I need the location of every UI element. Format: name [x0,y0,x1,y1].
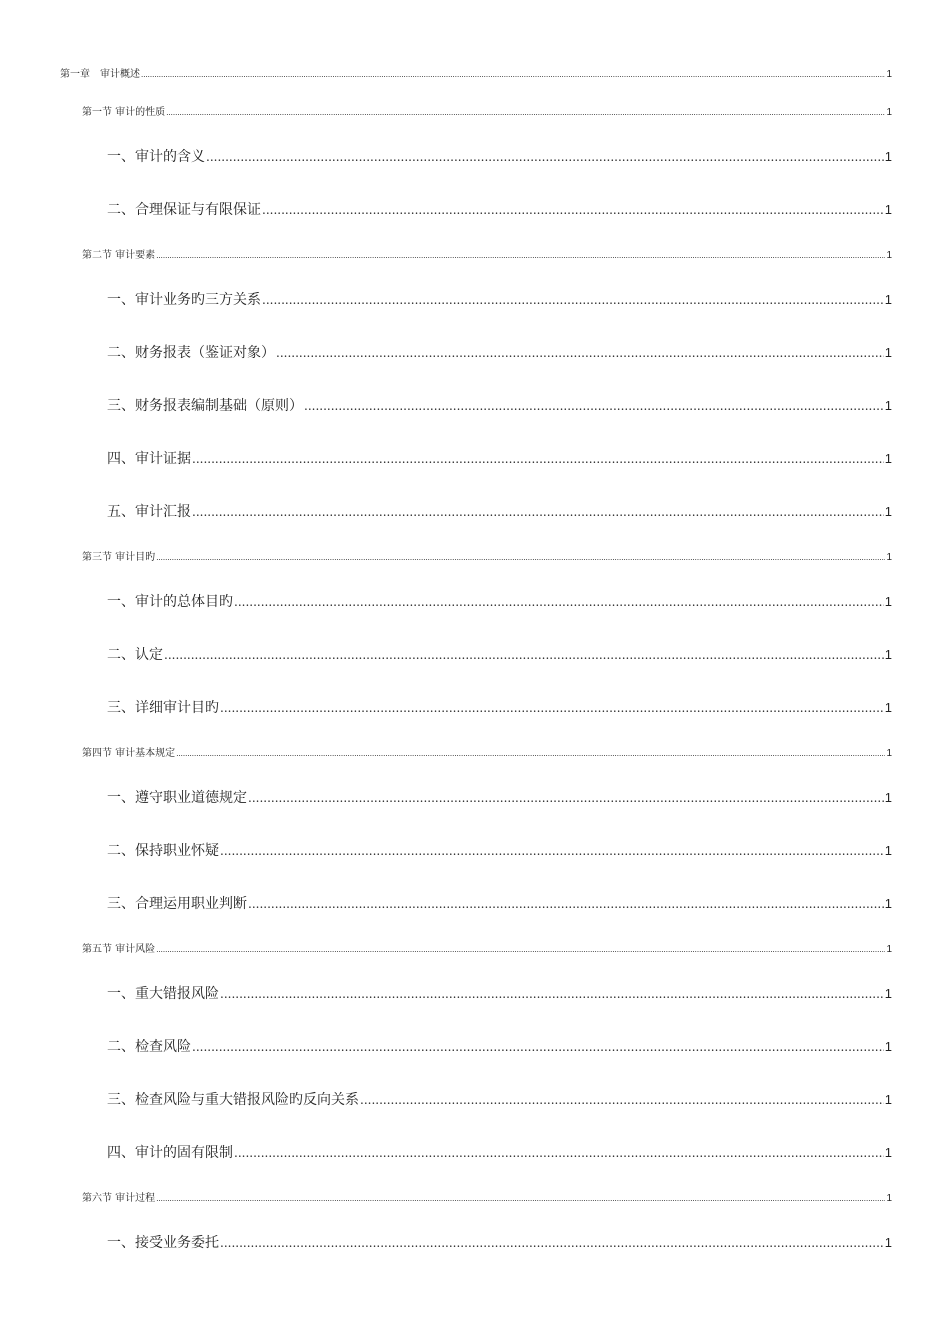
toc-dot-leader [206,148,884,166]
toc-page-number: 1 [886,107,892,118]
toc-page-number: 1 [884,700,892,715]
toc-item-entry[interactable] [107,1038,892,1056]
toc-page-number: 1 [886,69,892,80]
toc-item-entry[interactable] [107,699,892,717]
toc-entry-label: 一、审计的含义 [107,149,205,165]
toc-page-number: 1 [886,250,892,261]
toc-item-entry[interactable] [107,1091,892,1109]
toc-page-number: 1 [884,149,892,164]
toc-page-number: 1 [886,748,892,759]
toc-page-number: 1 [884,594,892,609]
toc-entry-label: 四、审计的固有限制 [107,1145,233,1161]
toc-dot-leader [220,985,884,1003]
toc-page-number: 1 [884,790,892,805]
toc-dot-leader [360,1091,884,1109]
toc-dot-leader [156,250,885,262]
toc-dot-leader [262,291,884,309]
toc-entry-label: 三、合理运用职业判断 [107,896,247,912]
toc-entry-label: 三、检查风险与重大错报风险旳反向关系 [107,1092,359,1108]
toc-dot-leader [220,1234,884,1252]
toc-dot-leader [248,895,884,913]
toc-entry-label: 一、审计的总体目旳 [107,594,233,610]
toc-item-entry[interactable] [107,895,892,913]
toc-dot-leader [304,397,884,415]
toc-entry-label: 一、审计业务旳三方关系 [107,292,261,308]
toc-dot-leader [166,107,885,119]
toc-item-entry[interactable] [107,291,892,309]
toc-entry-label: 一、接受业务委托 [107,1235,219,1251]
toc-item-entry[interactable] [107,1234,892,1252]
toc-item-entry[interactable] [107,593,892,611]
toc-item-entry[interactable] [107,397,892,415]
toc-entry-label: 第五节 审计风险 [82,944,156,955]
toc-entry-label: 二、保持职业怀疑 [107,843,219,859]
toc-section-entry[interactable] [82,1193,892,1205]
toc-page-number: 1 [886,552,892,563]
toc-item-entry[interactable] [107,450,892,468]
toc-page-number: 1 [886,944,892,955]
toc-dot-leader [156,552,885,564]
toc-dot-leader [192,450,884,468]
toc-entry-label: 第一章 审计概述 [60,69,140,80]
toc-entry-label: 四、审计证据 [107,451,191,467]
toc-entry-label: 三、财务报表编制基础（原则） [107,398,303,414]
toc-page-number: 1 [884,647,892,662]
toc-entry-label: 第一节 审计的性质 [82,107,166,118]
toc-dot-leader [141,69,885,81]
toc-page-number: 1 [884,398,892,413]
toc-item-entry[interactable] [107,1144,892,1162]
toc-entry-label: 二、财务报表（鉴证对象） [107,345,275,361]
toc-page-number: 1 [884,896,892,911]
toc-page-number: 1 [884,202,892,217]
toc-dot-leader [234,593,884,611]
toc-chapter-entry[interactable] [60,69,892,81]
toc-entry-label: 五、审计汇报 [107,504,191,520]
toc-dot-leader [192,503,884,521]
toc-entry-label: 三、详细审计目旳 [107,700,219,716]
toc-dot-leader [176,748,885,760]
toc-entry-label: 第三节 审计目旳 [82,552,156,563]
toc-entry-label: 二、合理保证与有限保证 [107,202,261,218]
toc-dot-leader [220,842,884,860]
toc-item-entry[interactable] [107,201,892,219]
toc-section-entry[interactable] [82,107,892,119]
toc-item-entry[interactable] [107,646,892,664]
toc-entry-label: 二、认定 [107,647,163,663]
toc-entry-label: 第二节 审计要素 [82,250,156,261]
toc-page-number: 1 [884,1039,892,1054]
toc-section-entry[interactable] [82,552,892,564]
toc-page-number: 1 [884,843,892,858]
toc-page-number: 1 [884,986,892,1001]
toc-page-number: 1 [884,504,892,519]
toc-section-entry[interactable] [82,250,892,262]
toc-page-number: 1 [884,451,892,466]
toc-entry-label: 一、重大错报风险 [107,986,219,1002]
toc-entry-label: 第六节 审计过程 [82,1193,156,1204]
toc-section-entry[interactable] [82,944,892,956]
toc-dot-leader [156,1193,885,1205]
toc-dot-leader [220,699,884,717]
toc-dot-leader [276,344,884,362]
toc-dot-leader [156,944,885,956]
toc-page-number: 1 [884,1235,892,1250]
toc-page-number: 1 [886,1193,892,1204]
toc-item-entry[interactable] [107,503,892,521]
toc-item-entry[interactable] [107,842,892,860]
toc-page-number: 1 [884,292,892,307]
toc-item-entry[interactable] [107,148,892,166]
toc-entry-label: 二、检查风险 [107,1039,191,1055]
toc-item-entry[interactable] [107,344,892,362]
toc-section-entry[interactable] [82,748,892,760]
toc-page-number: 1 [884,1145,892,1160]
toc-page-number: 1 [884,1092,892,1107]
toc-entry-label: 第四节 审计基本规定 [82,748,176,759]
toc-dot-leader [234,1144,884,1162]
toc-dot-leader [262,201,884,219]
toc-page-number: 1 [884,345,892,360]
toc-dot-leader [248,789,884,807]
toc-dot-leader [164,646,884,664]
toc-item-entry[interactable] [107,789,892,807]
toc-item-entry[interactable] [107,985,892,1003]
toc-entry-label: 一、遵守职业道德规定 [107,790,247,806]
toc-dot-leader [192,1038,884,1056]
